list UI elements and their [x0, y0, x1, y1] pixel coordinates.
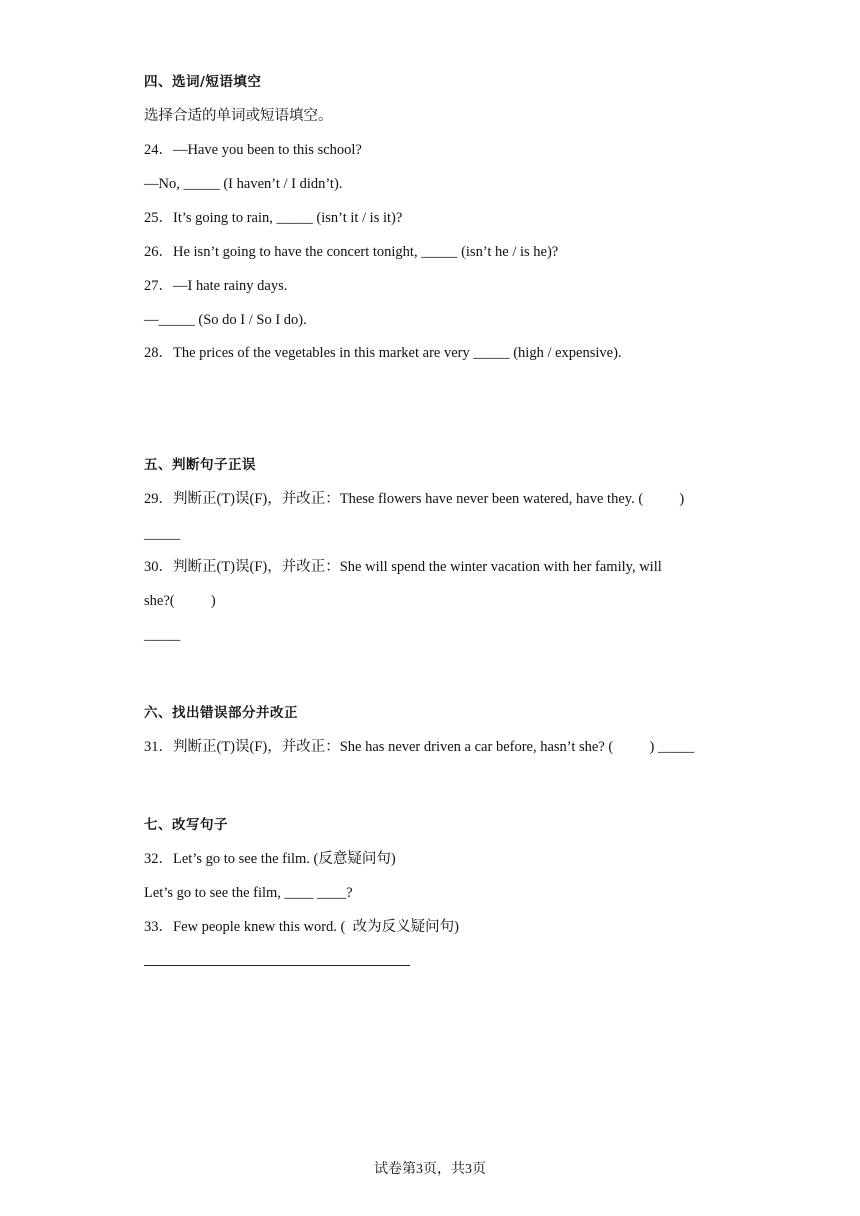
question-33-answer-line — [144, 965, 410, 966]
question-27-line-2: —_____ (So do I / So I do). — [144, 312, 307, 328]
question-32-line-1: 32．Let’s go to see the film. (反意疑问句) — [144, 851, 396, 867]
question-27-line-1: 27．—I hate rainy days. — [144, 278, 288, 294]
question-30-answer-blank: _____ — [144, 627, 181, 643]
question-32-line-2: Let’s go to see the film, ____ ____? — [144, 885, 353, 901]
question-26: 26．He isn’t going to have the concert tonight, _____ (isn’t he / is he)? — [144, 244, 559, 260]
question-28: 28．The prices of the vegetables in this market are very _____ (high / expensive). — [144, 345, 622, 361]
section-5-title: 五、判断句子正误 — [144, 457, 256, 473]
section-4-title: 四、选词/短语填空 — [144, 74, 262, 90]
question-24-line-2: —No, _____ (I haven’t / I didn’t). — [144, 176, 343, 192]
page-footer: 试卷第3页，共3页 — [374, 1162, 486, 1177]
section-4-instruction: 选择合适的单词或短语填空。 — [144, 108, 333, 124]
question-29-answer-blank: _____ — [144, 526, 181, 542]
question-29: 29．判断正(T)误(F)，并改正：These flowers have never been watered, have they. ( ) — [144, 491, 685, 507]
question-33: 33．Few people knew this word. ( 改为反义疑问句) — [144, 919, 459, 935]
question-30-line-2: she?( ) — [144, 593, 216, 609]
question-24-line-1: 24．—Have you been to this school? — [144, 142, 362, 158]
section-7-title: 七、改写句子 — [144, 817, 228, 833]
question-31: 31．判断正(T)误(F)，并改正：She has never driven a car before, hasn’t she? ( ) _____ — [144, 739, 695, 755]
question-25: 25．It’s going to rain, _____ (isn’t it / is it)? — [144, 210, 403, 226]
question-30-line-1: 30．判断正(T)误(F)，并改正：She will spend the winter vacation with her family, will — [144, 559, 662, 575]
section-6-title: 六、找出错误部分并改正 — [144, 705, 298, 721]
